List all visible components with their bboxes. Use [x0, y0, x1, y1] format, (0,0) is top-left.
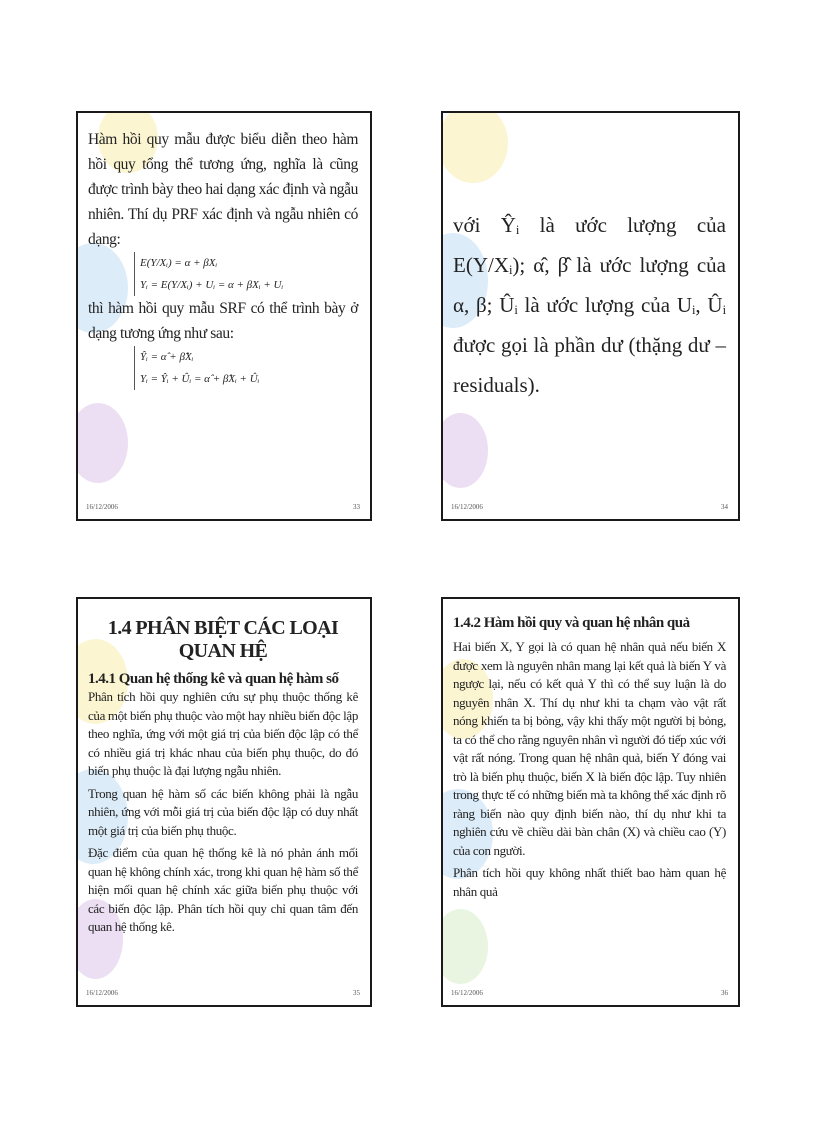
slide-number: 36 [721, 989, 728, 997]
balloon-decoration [441, 413, 488, 488]
slide-35 [76, 597, 372, 1007]
slide-date: 16/12/2006 [86, 503, 118, 511]
slide-number: 33 [353, 503, 360, 511]
slide-date: 16/12/2006 [451, 989, 483, 997]
equation-srf-deterministic: Ŷᵢ = α̂ + β̂Xᵢ [140, 351, 194, 363]
section-title: 1.4 PHÂN BIỆT CÁC LOẠI QUAN HỆ [107, 617, 339, 662]
equation-prf-deterministic: E(Y/Xᵢ) = α + βXᵢ [140, 257, 218, 269]
intro-text: Hàm hồi quy mẫu được biểu diễn theo hàm hồi quy tổng thể tương ứng, nghĩa là cũng được trình bày theo hai dạng xác định và ngẫu nhiên. Thí dụ PRF xác định và ngẫu nhiên có dạng: [88, 131, 358, 248]
balloon-decoration [76, 403, 128, 483]
middle-text: thì hàm hồi quy mẫu SRF có thể trình bày ở dạng tương ứng như sau: [88, 300, 358, 342]
subsection-title: 1.4.1 Quan hệ thống kê và quan hệ hàm số [88, 671, 339, 687]
prf-equations [134, 252, 358, 296]
paragraph-1: Hai biến X, Y gọi là có quan hệ nhân quả nếu biến X được xem là nguyên nhân mang lại kết quả là biến Y và ngược lại, nếu có kết quả Y thì có thể suy luận là do nguyên nhân X. Thí dụ như khi ta chạm vào vật rất nóng khiến ta bị bỏng, vậy khi thấy một người bị bỏng, ta có thể cho rằng nguyên nhân vì người đó tiếp xúc với vật rất nóng. Trong quan hệ nhân quả, biến Y đóng vai trò là biến phụ thuộc, biến X là biến độc lập. Tuy nhiên trong thực tế có những biến mà ta không thể xác định rõ ràng biến nào quy định biến nào, thí dụ như khi ta nghiên cứu về chiều dài bàn chân (X) và chiều cao (Y) của con người. [453, 639, 726, 858]
slide-36-content [453, 615, 726, 901]
paragraph-2: Trong quan hệ hàm số các biến không phải là ngẫu nhiên, ứng với mỗi giá trị của biến độc lập có duy nhất một giá trị của biến phụ thuộc. [88, 785, 358, 838]
slide-date: 16/12/2006 [451, 503, 483, 511]
slide-33-content [88, 127, 358, 390]
slide-33 [76, 111, 372, 521]
srf-equations [134, 346, 358, 390]
equation-srf-stochastic: Yᵢ = Ŷᵢ + Ûᵢ = α̂ + β̂Xᵢ + Ûᵢ [140, 373, 260, 385]
paragraph-2: Phân tích hồi quy không nhất thiết bao hàm quan hệ nhân quả [453, 865, 726, 899]
slide-36 [441, 597, 740, 1007]
paragraph-1: Phân tích hồi quy nghiên cứu sự phụ thuộc thống kê của một biến phụ thuộc vào một hay nhiều biến độc lập theo nghĩa, ứng với một giá trị của biến độc lập có thể có nhiều giá trị khác nhau của biến phụ thuộc, do đó biến phụ thuộc là đại lượng ngẫu nhiên. [88, 689, 358, 778]
slide-date: 16/12/2006 [86, 989, 118, 997]
slide-number: 34 [721, 503, 728, 511]
slide-number: 35 [353, 989, 360, 997]
paragraph-3: Đặc điểm của quan hệ thống kê là nó phản ánh mối quan hệ không chính xác, trong khi quan hệ hàm số thể hiện mối quan hệ chính xác giữa biến phụ thuộc với các biến độc lập. Phân tích hồi quy chỉ quan tâm đến quan hệ thống kê. [88, 845, 358, 934]
balloon-decoration [441, 909, 488, 984]
estimator-text: với Ŷᵢ là ước lượng của E(Y/Xᵢ); α̂, β̂ là ước lượng của α, β; Ûᵢ là ước lượng của Uᵢ, Ûᵢ được gọi là phần dư (thặng dư – residuals). [453, 213, 726, 397]
equation-prf-stochastic: Yᵢ = E(Y/Xᵢ) + Uᵢ = α + βXᵢ + Uᵢ [140, 279, 284, 291]
slide-35-content [88, 617, 358, 937]
subsection-title: 1.4.2 Hàm hồi quy và quan hệ nhân quả [453, 615, 690, 631]
balloon-decoration [441, 111, 508, 183]
slide-34 [441, 111, 740, 521]
slide-34-content [453, 205, 726, 405]
